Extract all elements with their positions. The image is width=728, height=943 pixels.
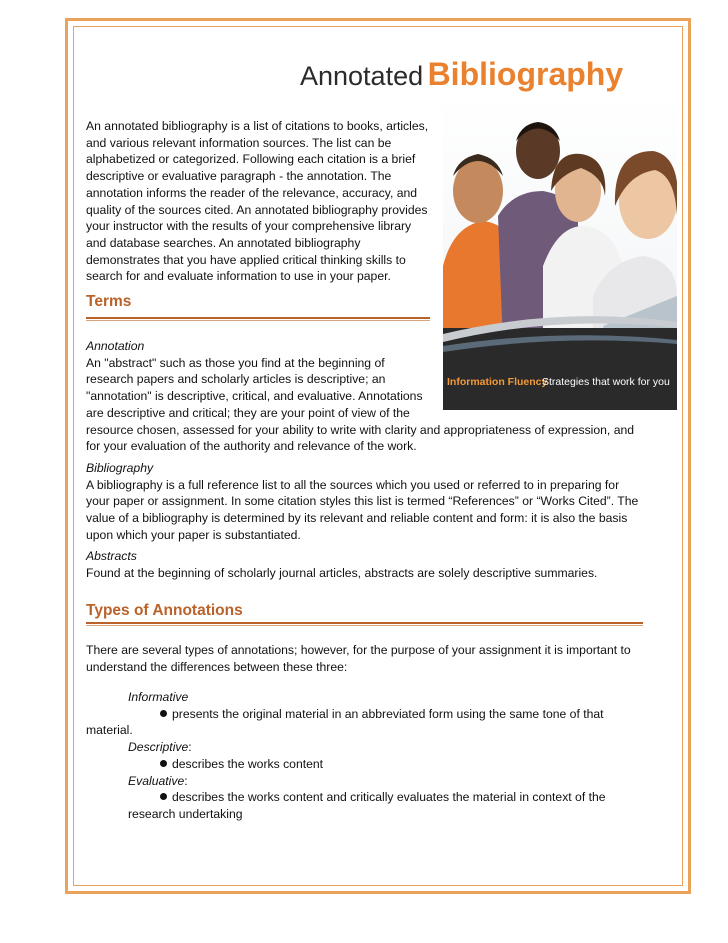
type-continuation: research undertaking [128, 806, 243, 821]
type-bullet: presents the original material in an abbreviated form using the same tone of that [128, 706, 648, 723]
intro-line: and database searches. An annotated bibliography [86, 235, 361, 250]
type-bullet: describes the works content and critically evaluates the material in context of the [128, 789, 648, 806]
term-abstracts [86, 548, 676, 581]
types-heading: Types of Annotations [86, 602, 243, 619]
term-line: A bibliography is a full reference list to all the sources which you used or referred to in preparing for [86, 477, 620, 492]
terms-heading: Terms [86, 293, 132, 310]
bullet-icon [160, 793, 167, 800]
types-list [86, 689, 648, 823]
term-line: An "abstract" such as those you find at the beginning of [86, 355, 385, 370]
type-name: Descriptive: [128, 740, 192, 755]
types-rule [86, 622, 643, 624]
types-rule-shadow [86, 625, 643, 626]
intro-line: demonstrates that you have applied critical thinking skills to [86, 252, 406, 267]
type-name: Informative [128, 690, 189, 704]
intro-line: An annotated bibliography is a list of citations to books, articles, [86, 119, 429, 133]
types-intro [86, 642, 676, 675]
title-plain: Annotated [300, 61, 424, 91]
term-line: your paper or assignment. In some citation styles this list is termed “References” or “Works Cited”. The [86, 494, 639, 509]
intro-line: alphabetized or categorized. Following each citation is a brief [86, 152, 416, 167]
banner-text-plain: Strategies that work for you [542, 376, 670, 388]
term-line: are descriptive and critical; they are your point of view of the [86, 405, 410, 420]
term-name: Abstracts [86, 549, 137, 563]
intro-line: search for and evaluate information to use in your paper. [86, 269, 391, 284]
intro-line: your instructor with the results of your comprehensive library [86, 219, 412, 234]
term-bibliography [86, 460, 676, 544]
terms-rule [86, 317, 430, 319]
term-name: Annotation [86, 339, 145, 353]
title-accent: Bibliography [427, 56, 624, 92]
intro-line: annotation informs the reader of the relevance, accuracy, and [86, 185, 418, 200]
page-title [300, 58, 623, 90]
term-annotation [86, 338, 666, 455]
term-line: upon which your paper is substantiated. [86, 527, 301, 542]
type-continuation: material. [86, 723, 133, 738]
bullet-icon [160, 760, 167, 767]
intro-paragraph [86, 118, 431, 285]
terms-rule-shadow [86, 320, 430, 321]
banner-text-accent: Information Fluency [447, 376, 548, 388]
term-line: for your evaluation of the authority and relevance of the work. [86, 439, 417, 454]
types-intro-line: understand the differences between these three: [86, 659, 348, 674]
bullet-icon [160, 710, 167, 717]
term-line: resource chosen, assessed for your ability to write with clarity and appropriateness of expression, and [86, 422, 635, 437]
intro-line: and various relevant information sources. The list can be [86, 135, 392, 150]
term-line: research papers and scholarly articles is descriptive; an [86, 372, 386, 387]
term-line: Found at the beginning of scholarly journal articles, abstracts are solely descriptive summaries. [86, 565, 598, 580]
term-name: Bibliography [86, 461, 154, 475]
type-name: Evaluative: [128, 773, 188, 788]
term-line: "annotation" is descriptive, critical, and evaluative. Annotations [86, 389, 423, 404]
type-bullet: describes the works content [128, 756, 648, 773]
intro-line: descriptive or evaluative paragraph - the annotation. The [86, 169, 392, 184]
types-intro-line: There are several types of annotations; however, for the purpose of your assignment it is important to [86, 643, 631, 657]
intro-line: quality of the sources cited. An annotated bibliography provides [86, 202, 428, 217]
term-line: value of a bibliography is determined by its relevant and reliable content and form: it is also the basis [86, 511, 628, 526]
